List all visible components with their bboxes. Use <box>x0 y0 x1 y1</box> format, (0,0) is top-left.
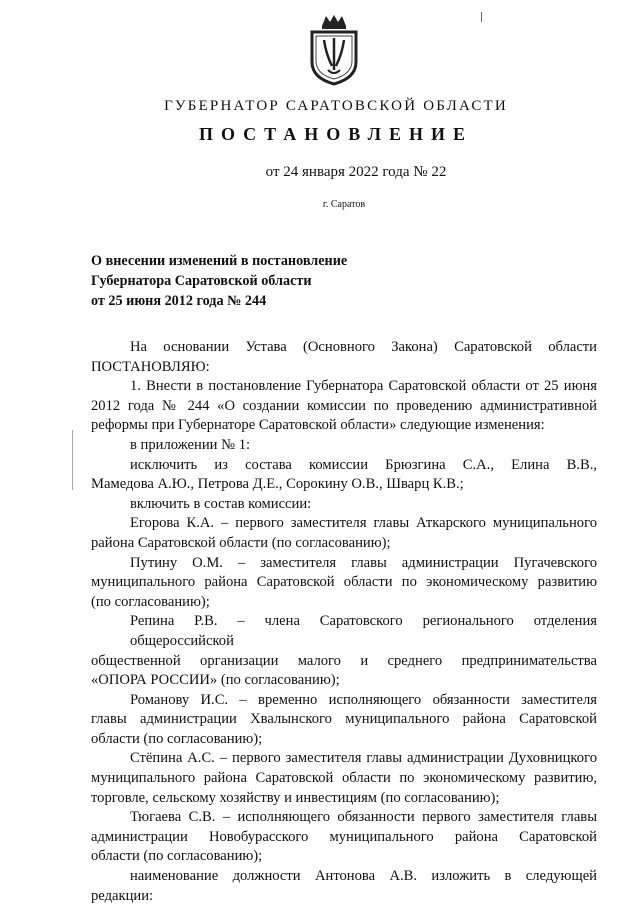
body-line: Тюгаева С.В. – исполняющего обязанности первого заместителя главы <box>130 809 597 826</box>
body-line: муниципального района Саратовской области по экономическому развитию, <box>91 770 597 787</box>
scan-mark <box>72 430 73 490</box>
body-line: главы администрации Хвалынского муниципального района Саратовской <box>91 711 597 728</box>
body-line: области (по согласованию); <box>91 730 263 747</box>
city-label: г. Саратов <box>322 199 366 210</box>
body-line: Егорова К.А. – первого заместителя главы Аткарского муниципального <box>130 515 597 532</box>
body-line: На основании Устава (Основного Закона) Саратовской области <box>130 339 597 355</box>
decree-body <box>91 338 597 906</box>
decree-subject <box>91 251 411 311</box>
body-line: исключить из состава комиссии Брюзгина С.А., Елина В.В., <box>130 456 597 473</box>
document-type-title: ПОСТАНОВЛЕНИЕ <box>198 124 474 144</box>
body-line: Репина Р.В. – члена Саратовского регионального отделения общероссийской <box>130 613 597 649</box>
body-line: администрации Новобурасского муниципального района Саратовской <box>91 828 597 845</box>
body-line: Путину О.М. – заместителя главы администрации Пугачевского <box>130 554 597 571</box>
issuer-title: ГУБЕРНАТОР САРАТОВСКОЙ ОБЛАСТИ <box>164 98 508 114</box>
body-line: включить в состав комиссии: <box>130 495 312 512</box>
scan-mark <box>481 12 482 22</box>
body-line: (по согласованию); <box>91 593 210 610</box>
body-line: редакции: <box>91 887 154 904</box>
body-line: Стёпина А.С. – первого заместителя главы администрации Духовницкого <box>130 750 597 767</box>
body-line: 1. Внести в постановление Губернатора Саратовской области от 25 июня <box>130 378 597 395</box>
body-line: района Саратовской области (по согласованию); <box>91 534 391 551</box>
subject-line: Губернатора Саратовской области <box>91 273 312 289</box>
body-line: наименование должности Антонова А.В. изложить в следующей <box>130 868 597 885</box>
coat-of-arms-icon <box>302 14 366 86</box>
subject-line: от 25 июня 2012 года № 244 <box>91 293 267 309</box>
body-line: области (по согласованию); <box>91 848 263 865</box>
body-line: реформы при Губернаторе Саратовской области» следующие изменения: <box>91 417 545 434</box>
subject-line: О внесении изменений в постановление <box>91 253 348 269</box>
body-line: ПОСТАНОВЛЯЮ: <box>91 358 210 375</box>
body-line: 2012 года № 244 «О создании комиссии по проведению административной <box>91 397 597 414</box>
body-line: Мамедова А.Ю., Петрова Д.Е., Сорокину О.В., Шварц К.В.; <box>91 476 464 493</box>
body-line: в приложении № 1: <box>130 436 251 453</box>
body-line: «ОПОРА РОССИИ» (по согласованию); <box>91 672 340 689</box>
decree-date-number: от 24 января 2022 года № 22 <box>265 164 447 180</box>
body-line: муниципального района Саратовской области по экономическому развитию <box>91 574 597 591</box>
body-line: общественной организации малого и среднего предпринимательства <box>91 652 597 669</box>
body-line: Романову И.С. – временно исполняющего обязанности заместителя <box>130 691 597 708</box>
body-line: торговле, сельскому хозяйству и инвестициям (по согласованию); <box>91 789 500 806</box>
